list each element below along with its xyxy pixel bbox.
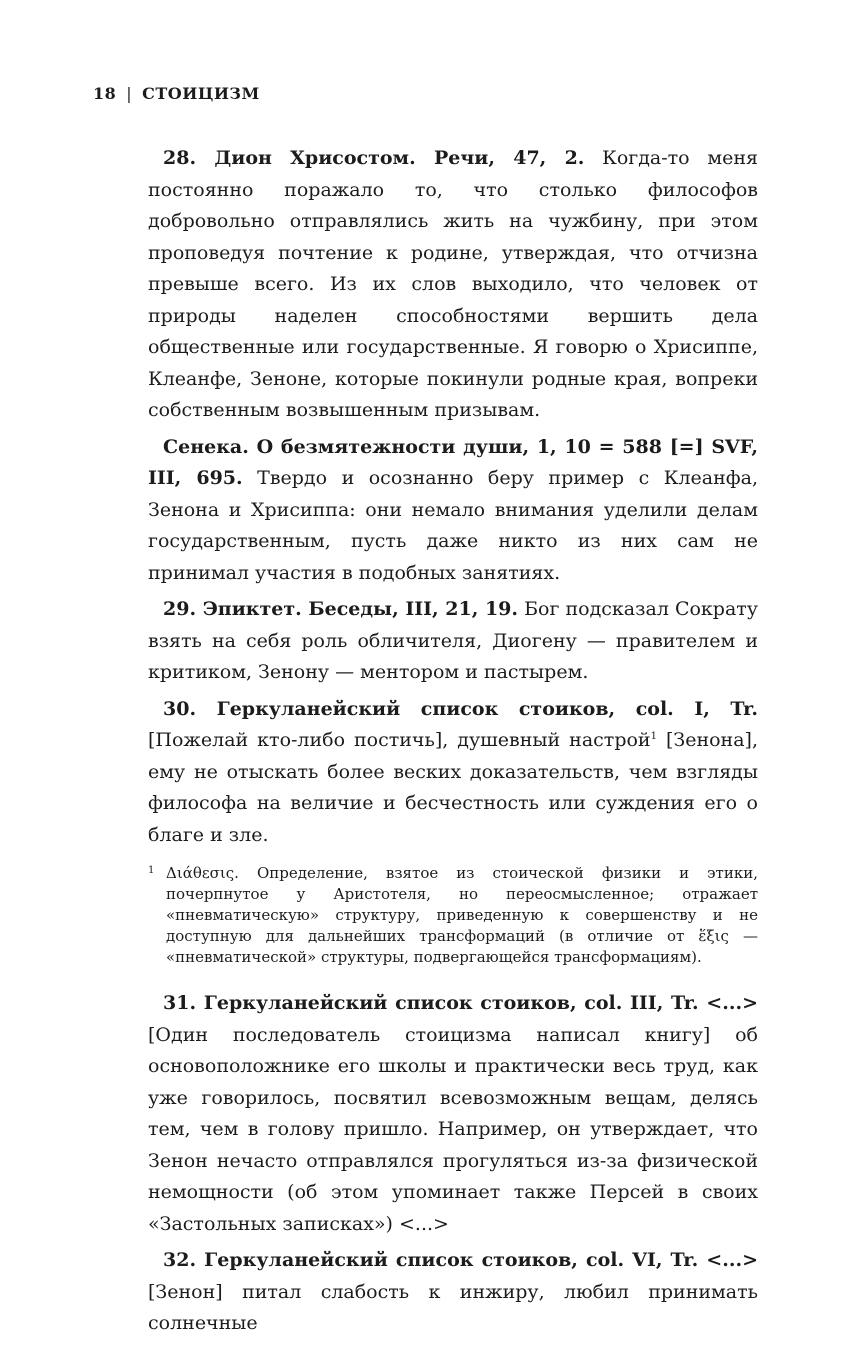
fragment-reference: 29. Эпиктет. Беседы, III, 21, 19.	[163, 598, 519, 620]
fragment-32	[148, 1245, 758, 1340]
footnote-text: Διάθεσις. Определение, взятое из стоической физики и этики, почерпнутое у Аристотеля, но переосмысленное; отражает «пневматическую» структуру, приведенную к совершенству и не доступную для дальнейших трансформаций (в отличие от ἕξις — «пневматической» структуры, подвергающейся трансформациям).	[166, 864, 758, 966]
fragment-text-continued: [Зенона], ему не отыскать более веских доказательств, чем взгляды философа на величие и бесчестность или суждения его о благе и зле.	[148, 729, 758, 846]
fragment-reference: 31. Геркуланейский список стоиков, col. III, Tr. <...>	[163, 992, 758, 1014]
fragment-text: [Пожелай кто-либо постичь], душевный настрой	[148, 729, 651, 751]
fragment-reference: 30. Геркуланейский список стоиков, col. I, Tr.	[163, 697, 758, 720]
fragment-28	[148, 143, 758, 427]
fragment-reference: Сенека. О безмятежности души, 1, 10 = 588 [=] SVF, III, 695.	[148, 435, 758, 489]
fragment-text: Твердо и осознанно беру пример с Клеанфа, Зенона и Хрисиппа: они немало внимания уделили делам государственным, пусть даже никто из них сам не принимал участия в подобных занятиях.	[148, 467, 758, 584]
page-body	[148, 143, 758, 1345]
footnote	[148, 863, 758, 968]
fragment-reference: 28. Дион Хрисостом. Речи, 47, 2.	[163, 147, 585, 169]
fragment-seneca	[148, 432, 758, 590]
fragment-text: Бог подсказал Сократу взять на себя роль обличителя, Диогену — правителем и критиком, Зенону — ментором и пастырем.	[148, 598, 758, 683]
header-separator: |	[126, 84, 133, 103]
page-number: 18	[93, 84, 117, 103]
fragment-31	[148, 988, 758, 1240]
fragment-29	[148, 594, 758, 689]
footnote-marker: 1	[650, 731, 657, 742]
fragment-text: Когда-то меня постоянно поражало то, что столько философов добровольно отправлялись жить на чужбину, при этом проповедуя почтение к родине, утверждая, что отчизна превыше всего. Из их слов выходило, что человек от природы наделен способностями вершить дела общественные или государственные. Я говорю о Хрисиппе, Клеанфе, Зеноне, которые покинули родные края, вопреки собственным возвышенным призывам.	[148, 147, 758, 421]
fragment-30	[148, 694, 758, 852]
running-header	[93, 84, 260, 103]
footnote-number: 1	[148, 865, 155, 876]
fragment-reference: 32. Геркуланейский список стоиков, col. VI, Tr. <...>	[163, 1249, 758, 1271]
fragment-text: [Зенон] питал слабость к инжиру, любил принимать солнечные	[148, 1280, 758, 1334]
fragment-text: [Один последователь стоицизма написал книгу] об основоположнике его школы и практически весь труд, как уже говорилось, посвятил всевозможным вещам, делясь тем, чем в голову пришло. Например, он утверждает, что Зенон нечасто отправлялся прогуляться из-за физической немощности (об этом упоминает также Персей в своих «Застольных записках») <...>	[148, 1023, 758, 1235]
running-title: СТОИЦИЗМ	[142, 84, 260, 103]
